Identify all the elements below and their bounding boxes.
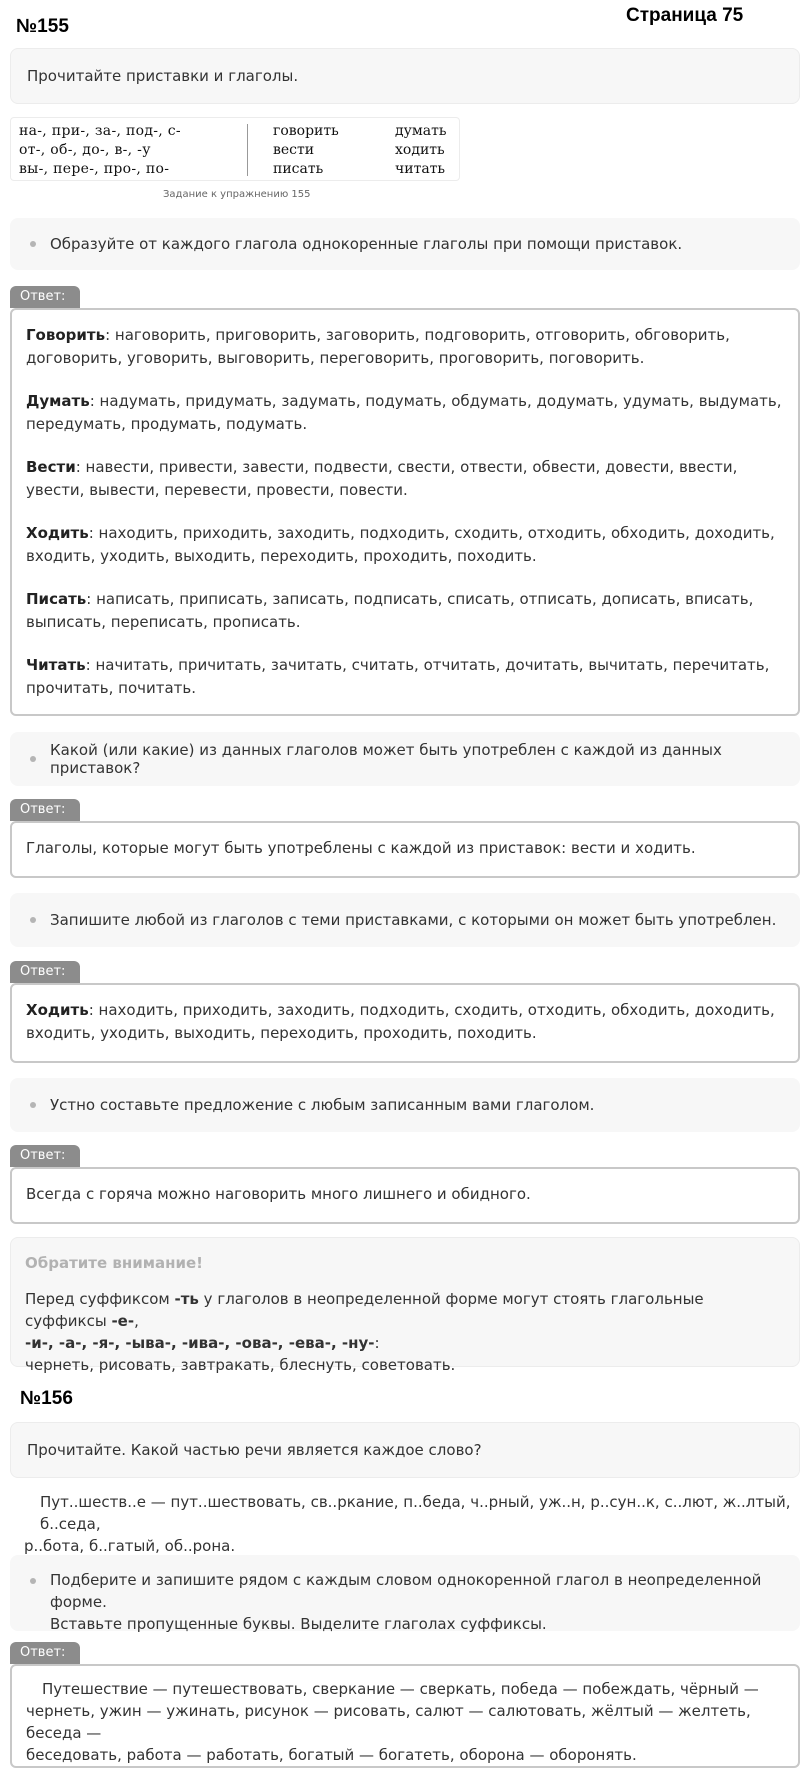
note-line (25, 1288, 785, 1332)
page-number-label: Страница 75 (626, 5, 744, 26)
answer-tab: Ответ: (10, 961, 80, 983)
figure-divider (247, 124, 248, 176)
task-text: Прочитайте приставки и глаголы. (27, 67, 299, 85)
answer-tab: Ответ: (10, 286, 80, 308)
question-box (10, 732, 800, 786)
question-box (10, 1555, 800, 1631)
answer-paragraph (26, 654, 784, 700)
bullet-icon (30, 1102, 36, 1108)
answer-text: Глаголы, которые могут быть употреблены с каждой из приставок: вести и ходить. (26, 839, 696, 857)
answer-tab: Ответ: (10, 1145, 80, 1167)
verb-head: Читать (26, 656, 86, 674)
answer-paragraph (26, 390, 784, 436)
answer-line: беседовать, работа — работать, богатый — богатеть, оборона — оборонять. (26, 1746, 637, 1764)
verb-head: Вести (26, 458, 76, 476)
exercise-text-line: р..бота, б..гатый, об..рона. (24, 1537, 236, 1555)
answer-box (10, 1167, 800, 1224)
verb-derivatives: : навести, привести, завести, подвести, свести, отвести, обвести, довести, ввести, увести, вывести, перевести, провести, повести. (26, 458, 738, 499)
verb-derivatives: : наговорить, приговорить, заговорить, подговорить, отговорить, обговорить, договорить, уговорить, выговорить, переговорить, проговорить, поговорить. (26, 326, 730, 367)
question-box (10, 218, 800, 270)
verb-derivatives: : написать, приписать, записать, подписать, списать, отписать, дописать, вписать, выписать, переписать, прописать. (26, 590, 754, 631)
answer-paragraph (26, 324, 784, 370)
note-suffix: -ть (174, 1290, 199, 1308)
prefix-row: на-, при-, за-, под-, с- (19, 123, 181, 139)
answer-tab: Ответ: (10, 1642, 80, 1664)
verb: ходить (395, 142, 445, 158)
question-line: Подберите и запишите рядом с каждым словом однокоренной глагол в неопределенной форме. (50, 1571, 762, 1611)
answer-paragraph (26, 456, 784, 502)
question-text: Устно составьте предложение с любым записанным вами глаголом. (50, 1096, 595, 1114)
question-text (50, 1569, 782, 1635)
note-text: , (134, 1312, 139, 1330)
answer-box (10, 821, 800, 878)
verb-derivatives: : надумать, придумать, задумать, подумать, обдумать, додумать, удумать, выдумать, передумать, продумать, подумать. (26, 392, 782, 433)
exercise-figure (10, 117, 460, 181)
note-text: : (374, 1334, 380, 1352)
answer-line: чернеть, ужин — ужинать, рисунок — рисовать, салют — салютовать, жёлтый — желтеть, беседа — (26, 1702, 751, 1742)
question-text: Какой (или какие) из данных глаголов может быть употреблен с каждой из данных приставок? (50, 741, 722, 777)
note-examples: чернеть, рисовать, завтракать, блеснуть, советовать. (25, 1356, 456, 1374)
answer-paragraph (26, 522, 784, 568)
verb-column-2 (395, 122, 446, 179)
task-text: Прочитайте. Какой частью речи является каждое слово? (27, 1441, 482, 1459)
answer-text: Всегда с горяча можно наговорить много лишнего и обидного. (26, 1185, 531, 1203)
note-text: Перед суффиксом (25, 1290, 175, 1308)
bullet-icon (30, 756, 36, 762)
verb-head: Ходить (26, 524, 89, 542)
answer-box (10, 308, 800, 716)
verb-column-1 (273, 122, 339, 179)
verb-head: Ходить (26, 1001, 89, 1019)
exercise-156-number: №156 (20, 1388, 73, 1409)
answer-line: Путешествие — путешествовать, сверкание — сверкать, победа — побеждать, чёрный — (42, 1680, 759, 1698)
question-line: Вставьте пропущенные буквы. Выделите глаголах суффиксы. (50, 1615, 547, 1633)
verb: вести (273, 142, 315, 158)
note-line (25, 1332, 785, 1354)
answer-box (10, 1664, 800, 1768)
figure-caption: Задание к упражнению 155 (163, 189, 311, 200)
verb: писать (273, 161, 324, 177)
bullet-icon (30, 1578, 36, 1584)
exercise-155-number: №155 (16, 16, 69, 37)
exercise-text-line: Пут..шеств..е — пут..шествовать, св..ркание, п..беда, ч..рный, уж..н, р..сун..к, с..лют, ж..лтый, б..седа, (40, 1493, 791, 1533)
verb-derivatives: : находить, приходить, заходить, подходить, сходить, отходить, обходить, доходить, входить, уходить, выходить, переходить, проходить, походить. (26, 1001, 775, 1042)
prefix-row: вы-, пере-, про-, по- (19, 161, 170, 177)
bullet-icon (30, 241, 36, 247)
bullet-icon (30, 917, 36, 923)
note-title: Обратите внимание! (25, 1254, 204, 1272)
verb-derivatives: : начитать, причитать, зачитать, считать, отчитать, дочитать, вычитать, перечитать, прочитать, почитать. (26, 656, 770, 697)
verb-derivatives: : находить, приходить, заходить, подходить, сходить, отходить, обходить, доходить, входить, уходить, выходить, переходить, проходить, походить. (26, 524, 775, 565)
note-text: у глаголов в неопределенной форме могут стоять глагольные суффиксы (25, 1290, 704, 1330)
note-box (10, 1237, 800, 1374)
verb-head: Думать (26, 392, 90, 410)
verb: говорить (273, 123, 339, 139)
answer-box (10, 983, 800, 1063)
question-text: Запишите любой из глаголов с теми приставками, с которыми он может быть употреблен. (50, 911, 777, 929)
task-box (10, 1422, 800, 1478)
prefix-row: от-, об-, до-, в-, -у (19, 142, 151, 158)
answer-tab: Ответ: (10, 799, 80, 821)
verb: читать (395, 161, 446, 177)
exercise-text (24, 1491, 794, 1557)
question-box (10, 893, 800, 947)
note-suffix-list: -и-, -а-, -я-, -ыва-, -ива-, -ова-, -ева-, -ну- (25, 1334, 375, 1352)
prefix-list (19, 122, 181, 179)
note-suffix: -е- (111, 1312, 135, 1330)
task-box (10, 48, 800, 104)
verb: думать (395, 123, 447, 139)
verb-head: Говорить (26, 326, 106, 344)
answer-paragraph (26, 588, 784, 634)
verb-head: Писать (26, 590, 87, 608)
question-text: Образуйте от каждого глагола однокоренные глаголы при помощи приставок. (50, 235, 683, 253)
question-box (10, 1078, 800, 1132)
